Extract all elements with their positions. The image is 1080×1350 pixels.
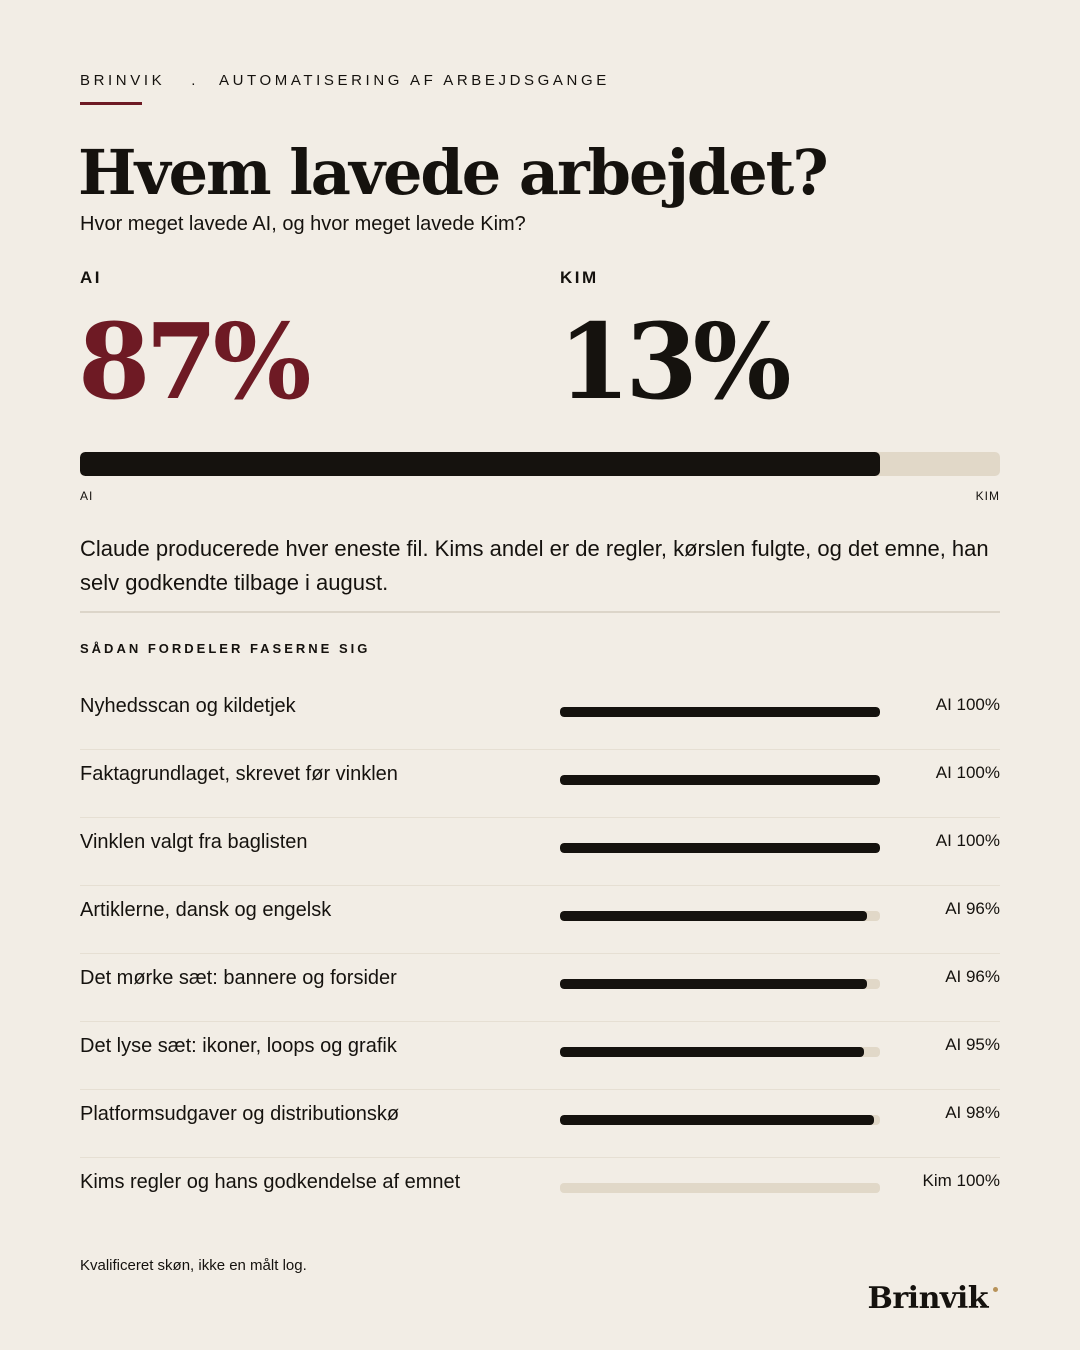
phase-bar-track: [560, 707, 880, 717]
phase-row: [80, 1022, 1000, 1090]
phase-row: [80, 1090, 1000, 1158]
phase-bar-track: [560, 1183, 880, 1193]
phase-row: [80, 818, 1000, 886]
eyebrow-brand: BRINVIK: [80, 72, 166, 89]
phase-label: Det mørke sæt: bannere og forsider: [80, 967, 397, 989]
summary-text: Claude producerede hver eneste fil. Kims andel er de regler, kørslen fulgte, og det emne, han selv godkendte tilbage i august.: [80, 536, 989, 595]
phase-bar-track: [560, 979, 880, 989]
phase-value-label: AI 100%: [935, 763, 1000, 782]
phase-bar-track: [560, 1115, 880, 1125]
section-divider: [80, 611, 1000, 613]
phase-row: [80, 750, 1000, 818]
phase-value-label: AI 100%: [935, 831, 1000, 850]
phase-value-label: AI 100%: [935, 695, 1000, 714]
page-title: Hvem lavede arbejdet?: [78, 136, 827, 209]
phase-row: [80, 1158, 1000, 1226]
eyebrow-separator: .: [191, 72, 199, 89]
brand-logo: Brinvik: [867, 1281, 988, 1316]
phase-row: [80, 886, 1000, 954]
ai-stat-label: AI: [80, 268, 102, 287]
footnote: Kvalificeret skøn, ikke en målt log.: [80, 1257, 307, 1274]
phase-value-label: AI 96%: [945, 967, 1000, 986]
brand-dot-icon: [993, 1287, 998, 1292]
phases-heading: SÅDAN FORDELER FASERNE SIG: [80, 641, 371, 656]
kim-stat-label: KIM: [560, 268, 599, 287]
phase-chart: [80, 682, 1000, 1226]
phase-bar: [560, 1115, 874, 1125]
split-right-label: KIM: [975, 489, 1000, 503]
phase-label: Artiklerne, dansk og engelsk: [80, 899, 332, 921]
ai-share-fill: [80, 452, 880, 476]
phase-value-label: AI 98%: [945, 1103, 1000, 1122]
phase-value-label: AI 96%: [945, 899, 1000, 918]
eyebrow-accent-rule: [80, 102, 142, 105]
phase-bar-track: [560, 1047, 880, 1057]
page-subtitle: Hvor meget lavede AI, og hvor meget lavede Kim?: [80, 213, 526, 235]
phase-label: Nyhedsscan og kildetjek: [80, 695, 296, 717]
phase-label: Vinklen valgt fra baglisten: [80, 831, 308, 853]
phase-bar: [560, 707, 880, 717]
eyebrow-section: AUTOMATISERING AF ARBEJDSGANGE: [219, 72, 610, 89]
phase-row: [80, 954, 1000, 1022]
phase-row: [80, 682, 1000, 750]
phase-bar: [560, 911, 867, 921]
phase-label: Det lyse sæt: ikoner, loops og grafik: [80, 1035, 397, 1057]
share-split-bar: [80, 452, 1000, 476]
phase-bar-track: [560, 843, 880, 853]
phase-label: Kims regler og hans godkendelse af emnet: [80, 1171, 461, 1193]
phase-value-label: AI 95%: [945, 1035, 1000, 1054]
phase-label: Faktagrundlaget, skrevet før vinklen: [80, 763, 398, 785]
kim-stat-value: 13%: [558, 300, 787, 423]
eyebrow: [80, 72, 610, 89]
phase-bar: [560, 775, 880, 785]
phase-bar: [560, 843, 880, 853]
split-left-label: AI: [80, 489, 94, 503]
phase-value-label: Kim 100%: [922, 1171, 1000, 1190]
ai-stat-value: 87%: [78, 300, 307, 423]
phase-bar-track: [560, 775, 880, 785]
phase-bar-track: [560, 911, 880, 921]
phase-bar: [560, 1047, 864, 1057]
phase-label: Platformsudgaver og distributionskø: [80, 1103, 400, 1125]
phase-bar: [560, 979, 867, 989]
